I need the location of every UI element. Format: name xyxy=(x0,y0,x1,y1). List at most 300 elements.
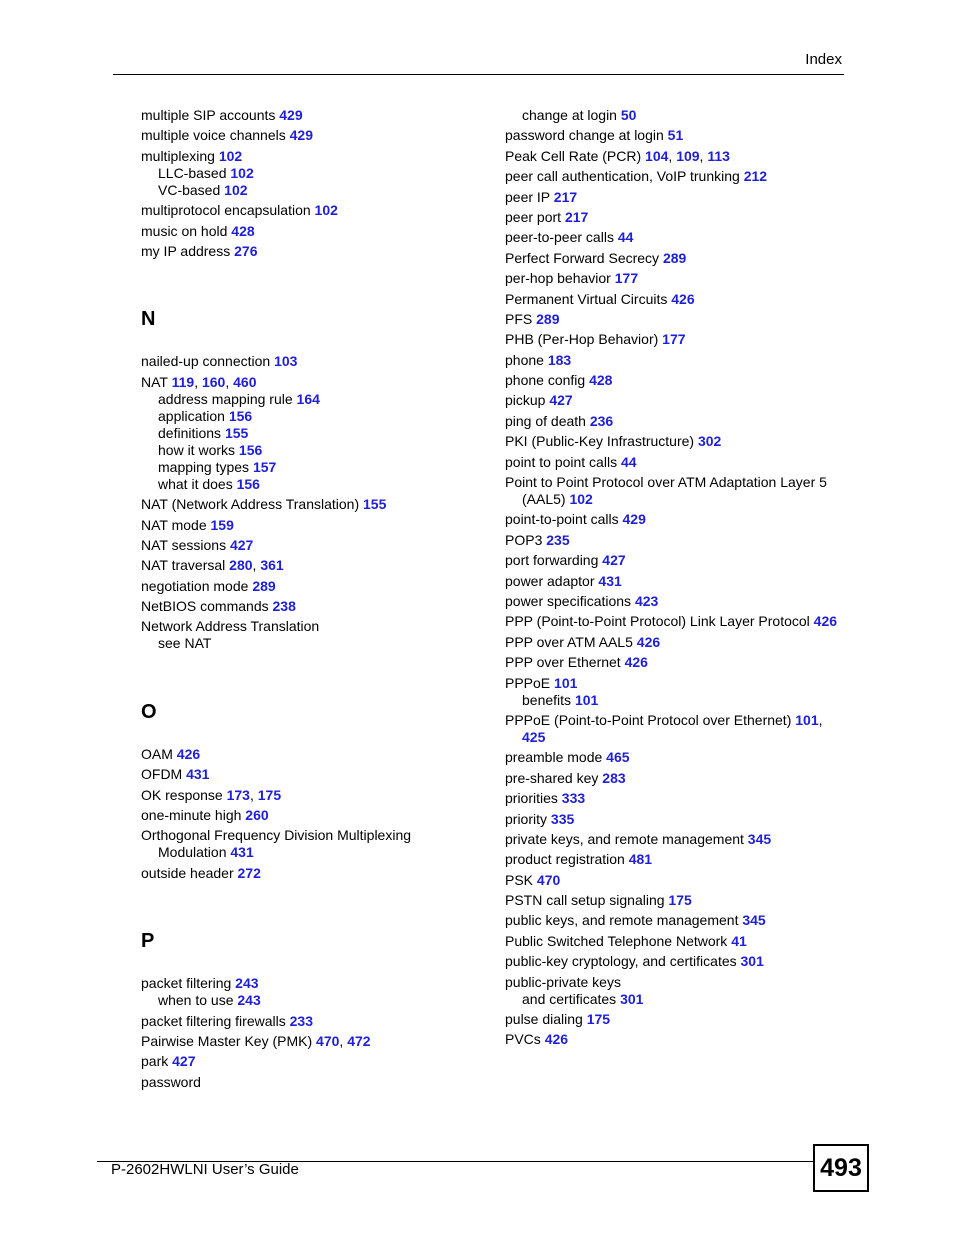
page-reference-link[interactable]: 102 xyxy=(218,147,243,164)
index-term: public-key cryptology, and certificates xyxy=(505,953,741,970)
index-entry xyxy=(505,291,850,308)
index-entry xyxy=(505,511,850,528)
index-entry xyxy=(505,372,850,389)
index-entry-line xyxy=(141,1013,481,1030)
index-term: power specifications xyxy=(505,592,635,609)
section-spacer xyxy=(141,263,481,307)
index-term: park xyxy=(141,1053,173,1070)
index-term: PHB (Per-Hop Behavior) xyxy=(505,331,663,348)
index-term: PFS xyxy=(505,310,537,327)
index-term: PPP (Point-to-Point Protocol) Link Layer Protocol xyxy=(505,613,814,630)
index-term: nailed-up connection xyxy=(141,353,275,370)
page-reference-link[interactable]: 425 xyxy=(522,728,546,745)
page-reference-link[interactable]: 465 xyxy=(606,749,630,766)
index-term: Public Switched Telephone Network xyxy=(505,932,732,949)
page-reference-link[interactable]: 238 xyxy=(272,598,296,615)
page-reference-link[interactable]: 289 xyxy=(252,577,276,594)
page-reference-link[interactable]: 175 xyxy=(257,786,282,803)
page-reference-link[interactable]: 431 xyxy=(230,844,254,861)
index-term: PSTN call setup signaling xyxy=(505,892,669,909)
page-reference-link[interactable]: 217 xyxy=(564,208,589,225)
index-term: when to use xyxy=(158,992,238,1009)
page-reference-link[interactable]: 175 xyxy=(586,1011,611,1028)
index-entry-line xyxy=(141,243,481,260)
page-reference-link[interactable]: 102 xyxy=(224,181,248,198)
page-reference-link[interactable]: 51 xyxy=(667,127,684,144)
page-reference-link[interactable]: 236 xyxy=(589,412,614,429)
index-entry-line xyxy=(141,578,481,595)
page-reference-link[interactable]: 102 xyxy=(569,491,593,508)
index-term: Pairwise Master Key (PMK) xyxy=(141,1032,317,1049)
index-term: PKI (Public-Key Infrastructure) xyxy=(505,433,698,450)
index-entry-line xyxy=(505,811,850,828)
index-entry-line xyxy=(505,392,850,409)
index-entry xyxy=(505,127,850,144)
index-entry-line xyxy=(505,851,850,868)
page-reference-link[interactable]: 50 xyxy=(620,107,637,123)
index-entry-line xyxy=(505,872,850,889)
index-entry-line xyxy=(141,618,481,635)
index-entry-line xyxy=(505,511,850,528)
page-reference-link[interactable]: 101 xyxy=(795,711,819,728)
index-entry xyxy=(505,392,850,409)
page-reference-link[interactable]: 472 xyxy=(347,1032,371,1049)
page-reference-link[interactable]: 345 xyxy=(742,912,766,929)
index-entry xyxy=(141,517,481,534)
index-term: PSK xyxy=(505,871,537,888)
index-entry-line xyxy=(141,537,481,554)
page-reference-link[interactable]: 276 xyxy=(234,242,258,259)
index-term: phone xyxy=(505,351,548,368)
index-term: negotiation mode xyxy=(141,577,253,594)
index-entry-line: OK response 173, 175 xyxy=(141,786,282,803)
index-entry xyxy=(505,712,850,746)
index-term: PPPoE xyxy=(505,674,555,691)
index-entry-line xyxy=(141,496,481,513)
index-entry xyxy=(141,598,481,615)
index-entry-line xyxy=(505,831,850,848)
index-entry-line xyxy=(141,517,481,534)
index-entry-line xyxy=(505,1011,850,1028)
index-entry xyxy=(505,454,850,471)
index-entry-line xyxy=(505,912,850,929)
index-column-left xyxy=(141,107,481,1094)
index-entry-line: NAT traversal 280, 361 xyxy=(141,557,284,574)
index-entry-line: NAT 119, 160, 460 xyxy=(141,373,257,390)
index-entry-line xyxy=(505,311,850,328)
page-reference-link[interactable]: 426 xyxy=(176,745,201,762)
index-entry xyxy=(141,557,481,574)
index-subentry xyxy=(505,692,850,709)
index-entry-line xyxy=(141,807,481,824)
index-subentry xyxy=(141,182,481,199)
index-term: definitions xyxy=(158,424,225,441)
index-entry xyxy=(505,790,850,807)
index-entry-continuation xyxy=(505,491,850,508)
index-entry xyxy=(141,202,481,219)
page-reference-link[interactable]: 44 xyxy=(620,453,637,470)
index-entry xyxy=(141,578,481,595)
index-term: public-private keys xyxy=(505,973,621,990)
index-entry xyxy=(505,229,850,246)
section-letter-heading: N xyxy=(141,308,156,331)
index-entry xyxy=(141,975,481,1009)
index-entry-line xyxy=(505,953,850,970)
index-entry xyxy=(505,634,850,651)
page-reference-link[interactable]: 335 xyxy=(550,810,575,827)
page-reference-link[interactable]: 217 xyxy=(553,188,578,205)
index-entry xyxy=(505,749,850,766)
index-term: multiple voice channels xyxy=(141,127,290,144)
index-entry xyxy=(505,270,850,287)
index-entry xyxy=(505,974,850,1008)
index-entry-line xyxy=(505,790,850,807)
header-divider xyxy=(113,74,844,75)
page-reference-link[interactable]: 164 xyxy=(296,390,320,407)
page-reference-link[interactable]: 427 xyxy=(549,392,573,409)
index-term: see NAT xyxy=(158,635,212,652)
index-term: and certificates xyxy=(522,990,621,1007)
index-entry-line xyxy=(505,474,850,491)
index-term: packet filtering xyxy=(141,975,236,992)
index-term: Perfect Forward Secrecy xyxy=(505,249,663,266)
page-reference-link[interactable]: 272 xyxy=(237,864,261,881)
page-reference-link[interactable]: 260 xyxy=(245,807,269,824)
page-reference-link[interactable]: 173 xyxy=(226,786,250,803)
page-reference-link[interactable]: 104 xyxy=(645,147,669,164)
index-term: packet filtering firewalls xyxy=(141,1012,290,1029)
index-term: NetBIOS commands xyxy=(141,598,273,615)
index-subentry xyxy=(141,442,481,459)
index-term: per-hop behavior xyxy=(505,270,615,287)
index-term: change at login xyxy=(522,107,621,123)
index-entry xyxy=(141,496,481,513)
index-term: my IP address xyxy=(141,242,235,259)
index-entry-line xyxy=(505,352,850,369)
page-reference-link[interactable]: 426 xyxy=(544,1031,569,1048)
index-entry-line xyxy=(505,229,850,246)
section-letter-heading: P xyxy=(141,930,155,953)
page-reference-link[interactable]: 212 xyxy=(743,168,768,185)
page-reference-link[interactable]: 109 xyxy=(676,147,700,164)
page-reference-link[interactable]: 302 xyxy=(697,433,722,450)
index-entry xyxy=(141,787,481,804)
index-term: ping of death xyxy=(505,412,590,429)
index-term: multiprotocol encapsulation xyxy=(141,202,315,219)
index-entry-continuation xyxy=(141,844,481,861)
page-reference-link[interactable]: 156 xyxy=(238,441,263,458)
page-reference-link[interactable]: 429 xyxy=(289,127,313,144)
index-entry xyxy=(141,807,481,824)
index-term: VC-based xyxy=(158,181,225,198)
index-entry xyxy=(505,552,850,569)
page-reference-link[interactable]: 177 xyxy=(614,270,639,287)
page-reference-link[interactable]: 426 xyxy=(624,654,648,671)
index-entry-line xyxy=(505,613,850,630)
index-entry xyxy=(505,168,850,185)
index-subentry xyxy=(141,459,481,476)
index-entry xyxy=(505,675,850,709)
index-entry-line xyxy=(141,1074,481,1091)
index-term: PVCs xyxy=(505,1031,545,1048)
index-entry-line: Peak Cell Rate (PCR) 104, 109, 113 xyxy=(505,147,730,164)
page-reference-link[interactable]: 431 xyxy=(186,766,210,783)
index-subentry xyxy=(505,991,850,1008)
index-entry xyxy=(505,851,850,868)
index-subentry xyxy=(141,635,481,652)
page-reference-link[interactable]: 157 xyxy=(252,458,277,475)
index-subentry xyxy=(141,425,481,442)
page-reference-link[interactable]: 429 xyxy=(622,511,646,528)
page-reference-link[interactable]: 243 xyxy=(235,975,259,992)
index-term: address mapping rule xyxy=(158,390,297,407)
page-reference-link[interactable]: 177 xyxy=(662,331,686,348)
section-spacer xyxy=(141,331,481,353)
index-term: pickup xyxy=(505,392,550,409)
index-entry-line xyxy=(505,552,850,569)
index-entry-line xyxy=(141,127,481,144)
index-entry-line xyxy=(505,270,850,287)
page-reference-link[interactable]: 156 xyxy=(236,475,260,492)
section-spacer xyxy=(141,656,481,700)
section-spacer xyxy=(141,953,481,975)
index-entry-line xyxy=(505,413,850,430)
page-reference-link[interactable]: 41 xyxy=(731,932,747,949)
index-subentry xyxy=(141,408,481,425)
index-entry-line xyxy=(141,353,481,370)
index-subentry xyxy=(141,476,481,493)
index-term: preamble mode xyxy=(505,749,607,766)
index-entry xyxy=(505,892,850,909)
page-reference-link[interactable]: 235 xyxy=(546,531,570,548)
index-term: how it works xyxy=(158,441,239,458)
index-entry xyxy=(141,1053,481,1070)
index-entry xyxy=(505,573,850,590)
page-reference-link[interactable]: 102 xyxy=(230,164,254,181)
page-reference-link[interactable]: 426 xyxy=(813,613,838,630)
index-entry xyxy=(505,209,850,226)
index-term: pre-shared key xyxy=(505,769,603,786)
index-entry xyxy=(505,433,850,450)
index-term: Modulation xyxy=(158,844,231,861)
page-reference-link[interactable]: 301 xyxy=(740,953,764,970)
index-entry xyxy=(141,353,481,370)
index-term: NAT xyxy=(141,373,172,390)
index-entry-line xyxy=(141,1053,481,1070)
index-entry xyxy=(505,770,850,787)
page-reference-link[interactable]: 289 xyxy=(662,249,687,266)
page-reference-link[interactable]: 333 xyxy=(561,790,586,807)
page-reference-link[interactable]: 427 xyxy=(172,1053,196,1070)
index-entry-line xyxy=(141,766,481,783)
page-reference-link[interactable]: 44 xyxy=(617,229,634,246)
index-entry-line xyxy=(505,593,850,610)
index-entry-line xyxy=(141,827,481,844)
page-reference-link[interactable]: 119 xyxy=(171,373,195,390)
section-letter-heading: O xyxy=(141,700,157,723)
index-term: (AAL5) xyxy=(522,491,570,508)
index-entry xyxy=(141,1074,481,1091)
index-entry-line xyxy=(505,250,850,267)
section-spacer xyxy=(141,885,481,929)
index-entry xyxy=(141,374,481,493)
index-entry-line xyxy=(505,127,850,144)
index-entry-line xyxy=(141,202,481,219)
page-reference-link[interactable]: 431 xyxy=(598,572,622,589)
page-reference-link[interactable]: 101 xyxy=(554,674,578,691)
index-term: multiple SIP accounts xyxy=(141,107,280,123)
index-term: priority xyxy=(505,810,551,827)
index-term: POP3 xyxy=(505,531,547,548)
index-entry-line xyxy=(505,892,850,909)
page-reference-link[interactable]: 103 xyxy=(274,353,298,370)
page-reference-link[interactable]: 156 xyxy=(228,407,253,424)
page-reference-link[interactable]: 175 xyxy=(668,892,692,909)
index-entry-line xyxy=(505,770,850,787)
header-title: Index xyxy=(805,51,842,68)
index-entry xyxy=(141,1033,481,1050)
index-term: one-minute high xyxy=(141,807,246,824)
index-entry xyxy=(505,148,850,165)
index-entry-line xyxy=(141,148,481,165)
index-entry-line xyxy=(505,1031,850,1048)
index-term: NAT mode xyxy=(141,516,211,533)
index-entry-line xyxy=(505,933,850,950)
index-entry xyxy=(141,1013,481,1030)
index-entry xyxy=(505,352,850,369)
index-entry xyxy=(505,474,850,508)
index-entry-line xyxy=(505,331,850,348)
index-entry-line xyxy=(141,598,481,615)
index-entry-continuation xyxy=(505,729,850,746)
index-term: application xyxy=(158,407,229,424)
index-entry-line xyxy=(505,433,850,450)
index-entry xyxy=(141,618,481,652)
page-reference-link[interactable]: 233 xyxy=(289,1012,313,1029)
page-reference-link[interactable]: 289 xyxy=(536,310,560,327)
index-term: power adaptor xyxy=(505,572,599,589)
index-term: peer call authentication, VoIP trunking xyxy=(505,168,744,185)
page-reference-link[interactable]: 280 xyxy=(229,557,253,574)
guide-title: P-2602HWLNI User’s Guide xyxy=(111,1161,299,1178)
index-entry-line xyxy=(505,675,850,692)
index-entry xyxy=(505,532,850,549)
index-entry xyxy=(505,250,850,267)
index-entry xyxy=(505,831,850,848)
page-reference-link[interactable]: 183 xyxy=(547,351,572,368)
index-term: OAM xyxy=(141,745,177,762)
index-term: point to point calls xyxy=(505,453,621,470)
index-entry xyxy=(505,189,850,206)
index-term: Orthogonal Frequency Division Multiplexing xyxy=(141,827,412,844)
index-term: product registration xyxy=(505,851,629,868)
index-entry-line xyxy=(505,634,850,651)
index-term: multiplexing xyxy=(141,147,219,164)
index-entry xyxy=(505,811,850,828)
index-entry xyxy=(505,654,850,671)
page-reference-link[interactable]: 361 xyxy=(260,557,284,574)
index-term: Network Address Translation xyxy=(141,618,320,635)
index-term: PPP over ATM AAL5 xyxy=(505,633,637,650)
page-reference-link[interactable]: 301 xyxy=(620,990,644,1007)
page-reference-link[interactable]: 429 xyxy=(279,107,303,123)
page-reference-link[interactable]: 428 xyxy=(231,222,255,239)
page-reference-link[interactable]: 283 xyxy=(602,769,626,786)
index-entry-line xyxy=(505,654,850,671)
page-reference-link[interactable]: 113 xyxy=(707,147,730,164)
index-entry xyxy=(141,107,481,124)
index-column-right xyxy=(505,107,850,1052)
page-reference-link[interactable]: 470 xyxy=(316,1032,340,1049)
index-term: pulse dialing xyxy=(505,1011,587,1028)
index-entry xyxy=(141,127,481,144)
index-entry-line xyxy=(141,107,481,124)
index-entry-line xyxy=(141,975,481,992)
page-reference-link[interactable]: 160 xyxy=(201,373,226,390)
index-entry xyxy=(141,243,481,260)
index-term: OFDM xyxy=(141,766,187,783)
index-entry-line xyxy=(141,865,481,882)
index-entry xyxy=(141,223,481,240)
page-reference-link[interactable]: 428 xyxy=(589,372,613,389)
index-entry-line xyxy=(505,372,850,389)
index-term: port forwarding xyxy=(505,552,603,569)
index-entry xyxy=(141,746,481,763)
index-term: password change at login xyxy=(505,127,668,144)
index-entry xyxy=(505,933,850,950)
index-term: point-to-point calls xyxy=(505,511,623,528)
index-entry-line xyxy=(141,223,481,240)
index-entry-line: Pairwise Master Key (PMK) 470, 472 xyxy=(141,1032,371,1049)
page-reference-link[interactable]: 426 xyxy=(636,633,661,650)
index-entry-line xyxy=(505,749,850,766)
page-reference-link[interactable]: 470 xyxy=(536,871,561,888)
index-term: NAT sessions xyxy=(141,536,230,553)
page-reference-link[interactable]: 481 xyxy=(628,851,653,868)
index-entry-line xyxy=(141,746,481,763)
index-entry-line xyxy=(505,974,850,991)
page-reference-link[interactable]: 155 xyxy=(224,424,249,441)
page-reference-link[interactable]: 102 xyxy=(314,202,338,219)
index-entry xyxy=(141,766,481,783)
index-term: NAT traversal xyxy=(141,557,230,574)
page-reference-link[interactable]: 427 xyxy=(602,552,626,569)
index-term: mapping types xyxy=(158,458,253,475)
index-term: Peak Cell Rate (PCR) xyxy=(505,147,646,164)
page-reference-link[interactable]: 460 xyxy=(233,373,257,390)
index-entry xyxy=(505,613,850,630)
page-reference-link[interactable]: 427 xyxy=(229,536,254,553)
index-term: private keys, and remote management xyxy=(505,830,748,847)
page-reference-link[interactable]: 155 xyxy=(363,496,387,513)
index-term: outside header xyxy=(141,864,238,881)
page-reference-link[interactable]: 426 xyxy=(671,290,695,307)
index-entry xyxy=(505,311,850,328)
page-reference-link[interactable]: 101 xyxy=(574,691,599,708)
index-entry xyxy=(505,1011,850,1028)
index-entry xyxy=(505,953,850,970)
index-entry-line xyxy=(505,532,850,549)
index-term: password xyxy=(141,1073,201,1090)
section-spacer xyxy=(141,724,481,746)
page-reference-link[interactable]: 345 xyxy=(747,830,772,847)
index-entry xyxy=(141,865,481,882)
page-reference-link[interactable]: 159 xyxy=(210,516,234,533)
page-reference-link[interactable]: 243 xyxy=(237,992,261,1009)
index-term: peer IP xyxy=(505,188,554,205)
page-reference-link[interactable]: 423 xyxy=(634,592,659,609)
index-term: LLC-based xyxy=(158,164,231,181)
